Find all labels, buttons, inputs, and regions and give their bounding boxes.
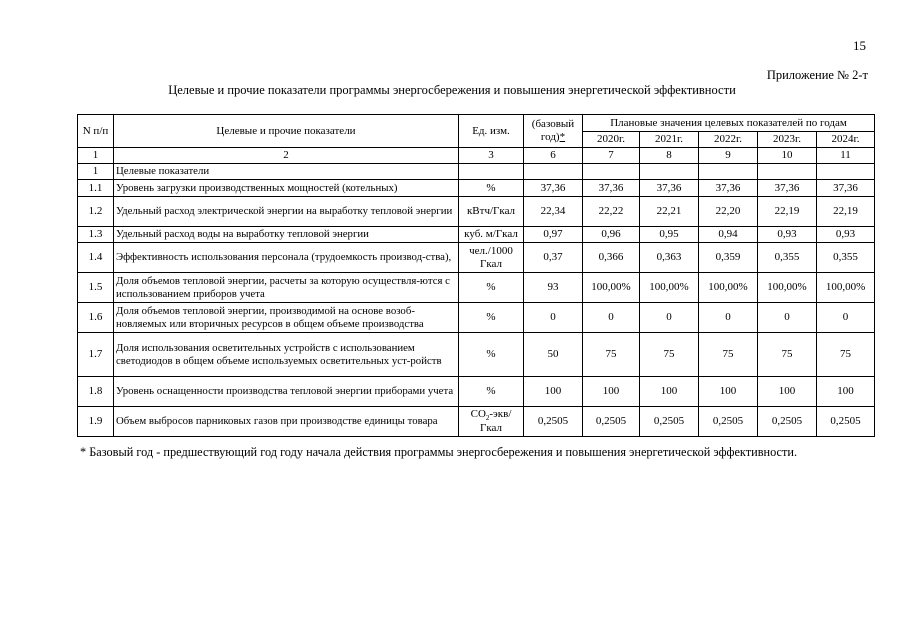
section-row <box>78 164 875 180</box>
value-cell: 0,355 <box>758 243 817 273</box>
row-number: 1.6 <box>78 303 114 333</box>
indicators-table <box>77 114 875 437</box>
value-cell: 0,93 <box>758 227 817 243</box>
value-cell: 37,36 <box>699 180 758 197</box>
unit-rest: -экв/Гкал <box>479 408 512 435</box>
unit-cell: % <box>459 180 524 197</box>
unit-co: CO <box>470 408 486 421</box>
page-number: 15 <box>853 38 866 53</box>
value-cell: 100,00% <box>583 273 640 303</box>
unit-cell <box>459 407 524 437</box>
index-cell: 1 <box>78 148 114 164</box>
header-base-mark: * <box>559 131 566 143</box>
header-planned: Плановые значения целевых показателей по годам <box>583 115 875 132</box>
value-cell: 0,2505 <box>758 407 817 437</box>
header-name: Целевые и прочие показатели <box>114 115 459 148</box>
unit-cell: % <box>459 377 524 407</box>
table-row <box>78 273 875 303</box>
value-cell: 22,19 <box>817 197 875 227</box>
indicator-name: Доля объемов тепловой энергии, расчеты за которую осуществля-ются с использованием приборов учета <box>114 273 459 303</box>
value-cell: 100,00% <box>817 273 875 303</box>
value-cell: 37,36 <box>817 180 875 197</box>
indicator-name: Удельный расход электрической энергии на выработку тепловой энергии <box>114 197 459 227</box>
header-base-suffix: год) <box>540 131 560 143</box>
section-label: Целевые показатели <box>114 164 459 180</box>
table-row <box>78 180 875 197</box>
indicator-name: Эффективность использования персонала (трудоемкость производ-ства), <box>114 243 459 273</box>
table-row <box>78 407 875 437</box>
header-year: 2020г. <box>583 132 640 148</box>
value-cell: 37,36 <box>640 180 699 197</box>
value-cell: 100,00% <box>758 273 817 303</box>
value-cell: 37,36 <box>758 180 817 197</box>
unit-cell: кВтч/Гкал <box>459 197 524 227</box>
value-cell: 0,95 <box>640 227 699 243</box>
section-num: 1 <box>78 164 114 180</box>
value-cell: 0 <box>583 303 640 333</box>
value-cell: 22,22 <box>583 197 640 227</box>
header-year: 2023г. <box>758 132 817 148</box>
index-cell: 10 <box>758 148 817 164</box>
header-year: 2022г. <box>699 132 758 148</box>
value-cell: 100,00% <box>640 273 699 303</box>
indicator-name: Доля использования осветительных устройств с использованием светодиодов в общем объеме используемых осветительных уст-ройств <box>114 333 459 377</box>
index-cell: 8 <box>640 148 699 164</box>
row-number: 1.7 <box>78 333 114 377</box>
value-cell: 0,2505 <box>817 407 875 437</box>
value-cell: 93 <box>524 273 583 303</box>
indicator-name: Доля объемов тепловой энергии, производимой на основе возоб-новляемых или вторичных ресурсов в общем объеме производства <box>114 303 459 333</box>
indicator-name: Удельный расход воды на выработку тепловой энергии <box>114 227 459 243</box>
value-cell: 50 <box>524 333 583 377</box>
header-base-prefix: (базовый <box>531 118 575 131</box>
table-row <box>78 303 875 333</box>
value-cell: 22,21 <box>640 197 699 227</box>
row-number: 1.8 <box>78 377 114 407</box>
row-number: 1.4 <box>78 243 114 273</box>
unit-subscript: 2 <box>485 414 490 423</box>
header-year: 2021г. <box>640 132 699 148</box>
value-cell: 37,36 <box>524 180 583 197</box>
table-row <box>78 197 875 227</box>
index-cell: 7 <box>583 148 640 164</box>
indicator-name: Уровень оснащенности производства тепловой энергии приборами учета <box>114 377 459 407</box>
value-cell: 75 <box>640 333 699 377</box>
table-row <box>78 227 875 243</box>
value-cell: 100 <box>583 377 640 407</box>
unit-cell: % <box>459 273 524 303</box>
table-row <box>78 333 875 377</box>
table-row <box>78 377 875 407</box>
value-cell: 0 <box>640 303 699 333</box>
index-cell: 11 <box>817 148 875 164</box>
indicator-name: Объем выбросов парниковых газов при производстве единицы товара <box>114 407 459 437</box>
value-cell: 100 <box>758 377 817 407</box>
value-cell: 22,20 <box>699 197 758 227</box>
row-number: 1.9 <box>78 407 114 437</box>
value-cell: 0,37 <box>524 243 583 273</box>
value-cell: 0,366 <box>583 243 640 273</box>
unit-cell: % <box>459 333 524 377</box>
value-cell: 100 <box>524 377 583 407</box>
value-cell: 0 <box>699 303 758 333</box>
document-title: Целевые и прочие показатели программы энергосбережения и повышения энергетической эффективности <box>168 83 736 97</box>
value-cell: 0,363 <box>640 243 699 273</box>
value-cell: 75 <box>583 333 640 377</box>
row-number: 1.1 <box>78 180 114 197</box>
unit-cell: % <box>459 303 524 333</box>
index-cell: 9 <box>699 148 758 164</box>
header-year: 2024г. <box>817 132 875 148</box>
unit-cell: чел./1000 Гкал <box>459 243 524 273</box>
value-cell: 75 <box>699 333 758 377</box>
header-num: N п/п <box>78 115 114 148</box>
indicator-name: Уровень загрузки производственных мощностей (котельных) <box>114 180 459 197</box>
header-base-year <box>524 115 583 148</box>
value-cell: 0,2505 <box>583 407 640 437</box>
value-cell: 0,2505 <box>699 407 758 437</box>
value-cell: 22,19 <box>758 197 817 227</box>
value-cell: 0,2505 <box>640 407 699 437</box>
value-cell: 0,359 <box>699 243 758 273</box>
value-cell: 0,96 <box>583 227 640 243</box>
footnote: * Базовый год - предшествующий год году начала действия программы энергосбережения и повышения энергетической эффективности. <box>80 445 798 459</box>
row-number: 1.2 <box>78 197 114 227</box>
index-row <box>78 148 875 164</box>
index-cell: 6 <box>524 148 583 164</box>
value-cell: 100 <box>817 377 875 407</box>
value-cell: 0,94 <box>699 227 758 243</box>
value-cell: 22,34 <box>524 197 583 227</box>
value-cell: 75 <box>817 333 875 377</box>
value-cell: 100 <box>699 377 758 407</box>
row-number: 1.5 <box>78 273 114 303</box>
header-unit: Ед. изм. <box>459 115 524 148</box>
table-row <box>78 243 875 273</box>
value-cell: 0,355 <box>817 243 875 273</box>
value-cell: 0 <box>524 303 583 333</box>
value-cell: 0,93 <box>817 227 875 243</box>
value-cell: 0,2505 <box>524 407 583 437</box>
value-cell: 0,97 <box>524 227 583 243</box>
index-cell: 3 <box>459 148 524 164</box>
value-cell: 75 <box>758 333 817 377</box>
row-number: 1.3 <box>78 227 114 243</box>
appendix-label: Приложение № 2-т <box>766 68 868 82</box>
value-cell: 100,00% <box>699 273 758 303</box>
value-cell: 100 <box>640 377 699 407</box>
unit-cell: куб. м/Гкал <box>459 227 524 243</box>
value-cell: 0 <box>758 303 817 333</box>
value-cell: 37,36 <box>583 180 640 197</box>
index-cell: 2 <box>114 148 459 164</box>
value-cell: 0 <box>817 303 875 333</box>
